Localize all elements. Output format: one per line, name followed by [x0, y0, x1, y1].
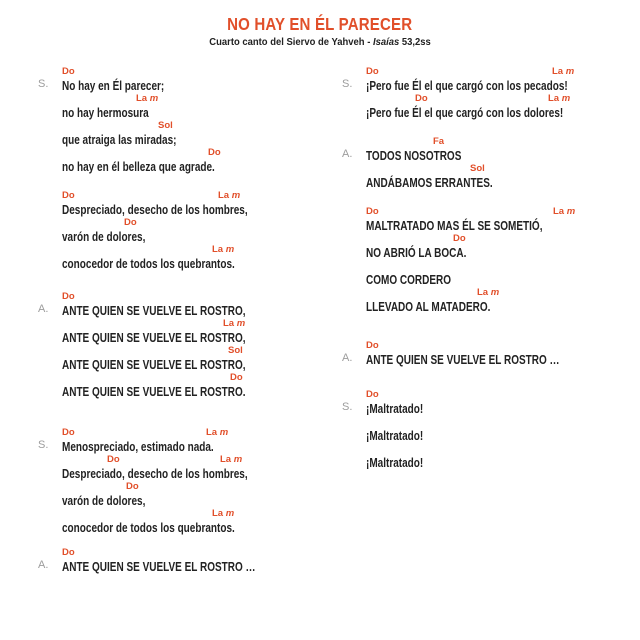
- chord-row: [366, 258, 638, 271]
- lyric-row: [62, 158, 352, 172]
- lyric-row: [62, 383, 352, 397]
- lyric-line: ANDÁBAMOS ERRANTES.: [366, 176, 493, 190]
- minor-suffix: m: [566, 206, 576, 217]
- chord-row: [366, 285, 638, 298]
- stanza: [342, 64, 638, 120]
- column-left: [38, 64, 352, 574]
- stanza-voice-label: S.: [342, 78, 353, 90]
- lyric-line: ANTE QUIEN SE VUELVE EL ROSTRO.: [62, 385, 246, 399]
- lyric-line: TODOS NOSOTROS: [366, 149, 462, 163]
- lyric-line: No hay en Él parecer;: [62, 79, 165, 93]
- chord-la-m: La m: [553, 206, 576, 217]
- chord-row: [366, 91, 638, 104]
- song-header: [0, 14, 640, 49]
- chord-do: Do: [366, 206, 379, 217]
- chord-row: [366, 387, 638, 400]
- lyric-row: [62, 465, 352, 479]
- chord-row: [62, 452, 352, 465]
- stanza-voice-label: S.: [342, 401, 353, 413]
- chord-do: Do: [366, 340, 379, 351]
- lyric-line: no hay hermosura: [62, 106, 149, 120]
- chord-la-m: La m: [548, 93, 571, 104]
- chord-do: Do: [107, 454, 120, 465]
- chord-do: Do: [62, 190, 75, 201]
- chord-row: [62, 118, 352, 131]
- lyric-line: ¡Pero fue Él el que cargó con los dolores!: [366, 106, 564, 120]
- stanza-voice-label: S.: [38, 439, 49, 451]
- chord-do: Do: [126, 481, 139, 492]
- chord-row: [366, 161, 638, 174]
- lyric-row: [342, 77, 638, 93]
- chord-la-m: La m: [218, 190, 241, 201]
- chord-sol: Sol: [228, 345, 243, 356]
- lyric-row: [38, 558, 352, 574]
- chord-fa: Fa: [433, 136, 445, 147]
- minor-suffix: m: [225, 244, 235, 255]
- stanza: [342, 338, 638, 367]
- lyric-line: que atraiga las miradas;: [62, 133, 177, 147]
- lyric-row: [62, 201, 352, 215]
- minor-suffix: m: [225, 508, 235, 519]
- lyric-line: varón de dolores,: [62, 230, 146, 244]
- lyric-line: ANTE QUIEN SE VUELVE EL ROSTRO,: [62, 304, 246, 318]
- lyric-row: [366, 427, 638, 441]
- lyric-line: NO ABRIÓ LA BOCA.: [366, 246, 467, 260]
- chord-row: [62, 370, 352, 383]
- subtitle-suffix: 53,2ss: [399, 36, 431, 48]
- lyric-line: ANTE QUIEN SE VUELVE EL ROSTRO,: [62, 331, 246, 345]
- chord-row: [366, 204, 638, 217]
- lyric-line: conocedor de todos los quebrantos.: [62, 257, 235, 271]
- lyric-line: MALTRATADO MAS ÉL SE SOMETIÓ,: [366, 219, 543, 233]
- chord-row: [366, 134, 638, 147]
- chord-row: [62, 188, 352, 201]
- minor-suffix: m: [231, 190, 241, 201]
- chord-la-m: La m: [552, 66, 575, 77]
- lyric-line: ANTE QUIEN SE VUELVE EL ROSTRO …: [366, 353, 560, 367]
- lyric-row: [366, 298, 638, 312]
- lyric-line: Despreciado, desecho de los hombres,: [62, 467, 248, 481]
- stanza: [366, 204, 638, 312]
- chord-do: Do: [62, 291, 75, 302]
- stanza: [38, 289, 352, 399]
- minor-suffix: m: [219, 427, 229, 438]
- chord-sol: Sol: [470, 163, 485, 174]
- chord-sol: Sol: [158, 120, 173, 131]
- lyric-row: [366, 217, 638, 231]
- lyric-row: [62, 255, 352, 269]
- chord-la-m: La m: [223, 318, 246, 329]
- lyric-line: LLEVADO AL MATADERO.: [366, 300, 491, 314]
- chord-row: [366, 441, 638, 454]
- chord-do: Do: [453, 233, 466, 244]
- chord-do: Do: [366, 66, 379, 77]
- stanza-voice-label: A.: [342, 148, 353, 160]
- minor-suffix: m: [236, 318, 246, 329]
- minor-suffix: m: [233, 454, 243, 465]
- lyric-row: [366, 271, 638, 285]
- stanza-voice-label: S.: [38, 78, 49, 90]
- chord-row: [62, 289, 352, 302]
- lyric-row: [342, 351, 638, 367]
- lyric-row: [62, 492, 352, 506]
- lyric-row: [62, 519, 352, 533]
- lyric-row: [366, 104, 638, 118]
- chord-row: [366, 231, 638, 244]
- minor-suffix: m: [490, 287, 500, 298]
- lyric-line: ¡Pero fue Él el que cargó con los pecados!: [366, 79, 568, 93]
- chord-do: Do: [415, 93, 428, 104]
- chord-la-m: La m: [477, 287, 500, 298]
- lyric-line: ANTE QUIEN SE VUELVE EL ROSTRO,: [62, 358, 246, 372]
- page-title: NO HAY EN ÉL PARECER: [227, 14, 413, 34]
- lyric-row: [38, 438, 352, 454]
- chord-do: Do: [230, 372, 243, 383]
- chord-do: Do: [62, 427, 75, 438]
- stanza: [38, 545, 352, 574]
- chord-la-m: La m: [206, 427, 229, 438]
- lyric-line: ¡Maltratado!: [366, 429, 424, 443]
- chord-row: [62, 479, 352, 492]
- chord-row: [62, 64, 352, 77]
- lyric-row: [62, 356, 352, 370]
- chord-la-m: La m: [136, 93, 159, 104]
- chord-row: [62, 316, 352, 329]
- chord-do: Do: [366, 389, 379, 400]
- chord-row: [62, 91, 352, 104]
- stanza: [38, 64, 352, 174]
- lyric-line: ANTE QUIEN SE VUELVE EL ROSTRO …: [62, 560, 256, 574]
- lyric-line: varón de dolores,: [62, 494, 146, 508]
- lyric-row: [366, 174, 638, 188]
- chord-row: [62, 506, 352, 519]
- lyric-line: no hay en él belleza que agrade.: [62, 160, 215, 174]
- chord-la-m: La m: [212, 508, 235, 519]
- lyric-row: [62, 104, 352, 118]
- lyric-line: COMO CORDERO: [366, 273, 451, 287]
- chord-row: [62, 425, 352, 438]
- chord-do: Do: [62, 66, 75, 77]
- lyric-line: Menospreciado, estimado nada.: [62, 440, 214, 454]
- lyric-row: [366, 454, 638, 468]
- stanza-voice-label: A.: [342, 352, 353, 364]
- song-subtitle: [0, 36, 640, 49]
- chord-row: [366, 338, 638, 351]
- stanza: [342, 387, 638, 470]
- chord-la-m: La m: [220, 454, 243, 465]
- lyric-line: Despreciado, desecho de los hombres,: [62, 203, 248, 217]
- minor-suffix: m: [561, 93, 571, 104]
- lyric-row: [62, 228, 352, 242]
- minor-suffix: m: [149, 93, 159, 104]
- lyric-row: [38, 77, 352, 93]
- lyric-line: ¡Maltratado!: [366, 456, 424, 470]
- stanza: [38, 425, 352, 535]
- stanza: [62, 188, 352, 269]
- stanza: [342, 134, 638, 190]
- subtitle-prefix: Cuarto canto del Siervo de Yahveh -: [209, 36, 373, 48]
- chord-do: Do: [62, 547, 75, 558]
- chord-la-m: La m: [212, 244, 235, 255]
- stanza-voice-label: A.: [38, 559, 49, 571]
- song-subtitle-text: [209, 36, 430, 49]
- chord-row: [366, 64, 638, 77]
- lyric-line: conocedor de todos los quebrantos.: [62, 521, 235, 535]
- lyric-row: [366, 244, 638, 258]
- chord-row: [62, 145, 352, 158]
- lyric-row: [62, 329, 352, 343]
- lyric-line: ¡Maltratado!: [366, 402, 424, 416]
- chord-row: [62, 545, 352, 558]
- lyric-row: [342, 147, 638, 163]
- lyric-row: [62, 131, 352, 145]
- chord-row: [366, 414, 638, 427]
- stanza-voice-label: A.: [38, 303, 49, 315]
- chord-row: [62, 215, 352, 228]
- lyric-row: [38, 302, 352, 318]
- minor-suffix: m: [565, 66, 575, 77]
- chord-row: [62, 343, 352, 356]
- column-right: [342, 64, 638, 470]
- page-title-row: [0, 14, 640, 35]
- chord-do: Do: [124, 217, 137, 228]
- chord-do: Do: [208, 147, 221, 158]
- subtitle-scripture-ref: Isaías: [372, 36, 400, 48]
- chord-row: [62, 242, 352, 255]
- lyric-row: [342, 400, 638, 416]
